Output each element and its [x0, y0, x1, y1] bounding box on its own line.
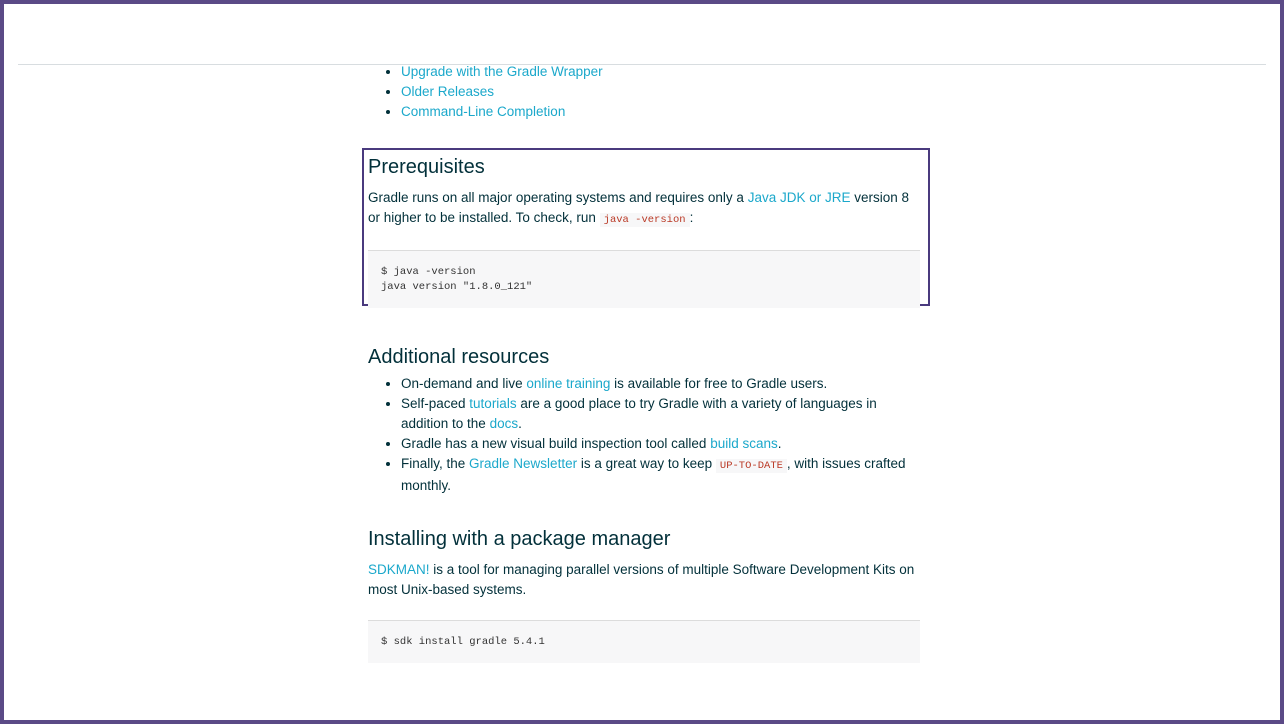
table-of-contents: [368, 62, 920, 122]
prerequisites-heading: Prerequisites: [368, 156, 485, 178]
item-text: are a good place to try Gradle with a variety of languages in addition to the: [401, 396, 877, 431]
toc-link-upgrade-wrapper[interactable]: Upgrade with the Gradle Wrapper: [401, 64, 603, 79]
sdk-install-code-block: $ sdk install gradle 5.4.1: [368, 620, 920, 663]
top-navigation-bar: [18, 4, 1266, 65]
item-text: .: [777, 436, 782, 451]
prereq-text-part2: version 8 or higher to be installed. To check, run: [368, 190, 909, 225]
list-item: [401, 454, 920, 496]
package-manager-text: [368, 560, 920, 600]
additional-resources-list: [368, 374, 920, 496]
list-item: [401, 394, 920, 434]
sdkman-link[interactable]: SDKMAN!: [368, 562, 430, 577]
package-manager-section: [368, 526, 920, 663]
toc-link-command-line-completion[interactable]: Command-Line Completion: [401, 104, 566, 119]
inline-code-java-version: java -version: [600, 213, 690, 227]
list-item: [401, 434, 920, 454]
tutorials-link[interactable]: tutorials: [469, 396, 517, 411]
docs-link[interactable]: docs: [489, 416, 519, 431]
list-item: [401, 374, 920, 394]
inline-code-up-to-date: UP-TO-DATE: [716, 459, 787, 473]
prereq-text-part1: Gradle runs on all major operating systems and requires only a: [368, 190, 748, 205]
item-text: is available for free to Gradle users.: [610, 376, 828, 391]
online-training-link[interactable]: online training: [526, 376, 611, 391]
toc-link-older-releases[interactable]: Older Releases: [401, 84, 495, 99]
package-manager-heading: Installing with a package manager: [368, 528, 671, 550]
additional-resources-section: [368, 344, 920, 496]
package-text: is a tool for managing parallel versions of multiple Software Development Kits on most Unix-based systems.: [368, 562, 915, 597]
item-text: .: [518, 416, 522, 431]
java-version-code-block: $ java -version java version "1.8.0_121": [368, 250, 920, 308]
item-text: Self-paced: [401, 396, 470, 411]
item-text: is a great way to keep: [577, 456, 716, 471]
prerequisites-text: [368, 188, 920, 230]
build-scans-link[interactable]: build scans: [710, 436, 778, 451]
gradle-newsletter-link[interactable]: Gradle Newsletter: [469, 456, 578, 471]
item-text: , with issues crafted monthly.: [401, 456, 906, 493]
java-jdk-link[interactable]: Java JDK or JRE: [747, 190, 851, 205]
item-text: On-demand and live: [401, 376, 527, 391]
item-text: Finally, the: [401, 456, 470, 471]
prereq-text-part3: :: [689, 210, 694, 225]
additional-resources-heading: Additional resources: [368, 346, 550, 368]
main-content: [368, 62, 920, 663]
prerequisites-section: [368, 154, 920, 308]
toc-item-upgrade-wrapper: [401, 62, 920, 82]
toc-item-command-line-completion: [401, 102, 920, 122]
item-text: Gradle has a new visual build inspection tool called: [401, 436, 711, 451]
toc-item-older-releases: [401, 82, 920, 102]
